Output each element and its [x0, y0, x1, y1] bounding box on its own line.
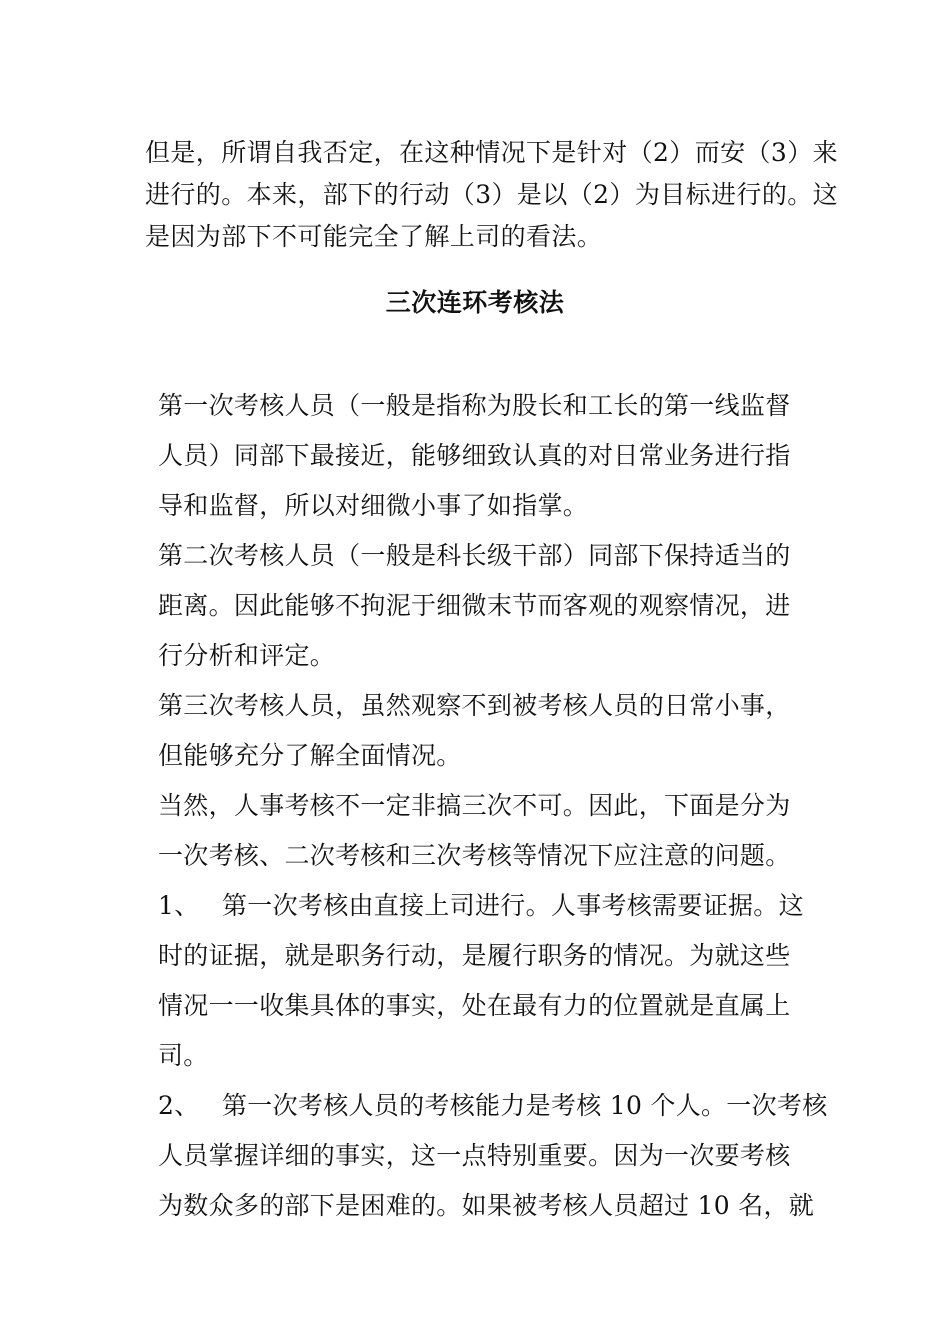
text-line	[158, 1081, 838, 1131]
section-title: 三次连环考核法	[385, 288, 565, 317]
text-line: 第二次考核人员（一般是科长级干部）同部下保持适当的	[158, 541, 791, 570]
text-line: 但是，所谓自我否定，在这种情况下是针对（2）而安（3）来	[145, 138, 839, 167]
text-line: 第三次考核人员，虽然观察不到被考核人员的日常小事，	[158, 691, 791, 720]
text-line: 人员掌握详细的事实，这一点特别重要。因为一次要考核	[158, 1141, 791, 1170]
text-line: 第一次考核人员（一般是指称为股长和工长的第一线监督	[158, 391, 791, 420]
paragraph-note	[158, 781, 838, 881]
text-line: 距离。因此能够不拘泥于细微末节而客观的观察情况，进	[158, 591, 791, 620]
text-line: 当然，人事考核不一定非搞三次不可。因此，下面是分为	[158, 791, 791, 820]
intro-paragraph	[145, 132, 839, 258]
paragraph-third-reviewer	[158, 681, 838, 781]
list-number: 1、	[158, 891, 200, 920]
text-line: 司。	[158, 1041, 209, 1070]
list-item-1	[158, 881, 838, 1081]
paragraph-second-reviewer	[158, 531, 838, 681]
list-item-2	[158, 1081, 838, 1231]
text-line: 一次考核、二次考核和三次考核等情况下应注意的问题。	[158, 841, 791, 870]
list-number: 2、	[158, 1091, 200, 1120]
text-line: 时的证据，就是职务行动，是履行职务的情况。为就这些	[158, 941, 791, 970]
text-line: 但能够充分了解全面情况。	[158, 741, 462, 770]
list-text: 第一次考核由直接上司进行。人事考核需要证据。这	[222, 891, 804, 920]
text-line: 导和监督，所以对细微小事了如指掌。	[158, 491, 589, 520]
text-line: 人员）同部下最接近，能够细致认真的对日常业务进行指	[158, 441, 791, 470]
text-line: 是因为部下不可能完全了解上司的看法。	[145, 222, 603, 251]
text-line: 为数众多的部下是困难的。如果被考核人员超过 10 名，就	[158, 1191, 815, 1220]
paragraph-first-reviewer	[158, 381, 838, 531]
section-body	[158, 381, 838, 1231]
text-line: 情况一一收集具体的事实，处在最有力的位置就是直属上	[158, 991, 791, 1020]
text-line: 进行的。本来，部下的行动（3）是以（2）为目标进行的。这	[145, 180, 839, 209]
text-line	[158, 881, 838, 931]
text-line: 行分析和评定。	[158, 641, 336, 670]
list-text: 第一次考核人员的考核能力是考核 10 个人。一次考核	[222, 1091, 828, 1120]
